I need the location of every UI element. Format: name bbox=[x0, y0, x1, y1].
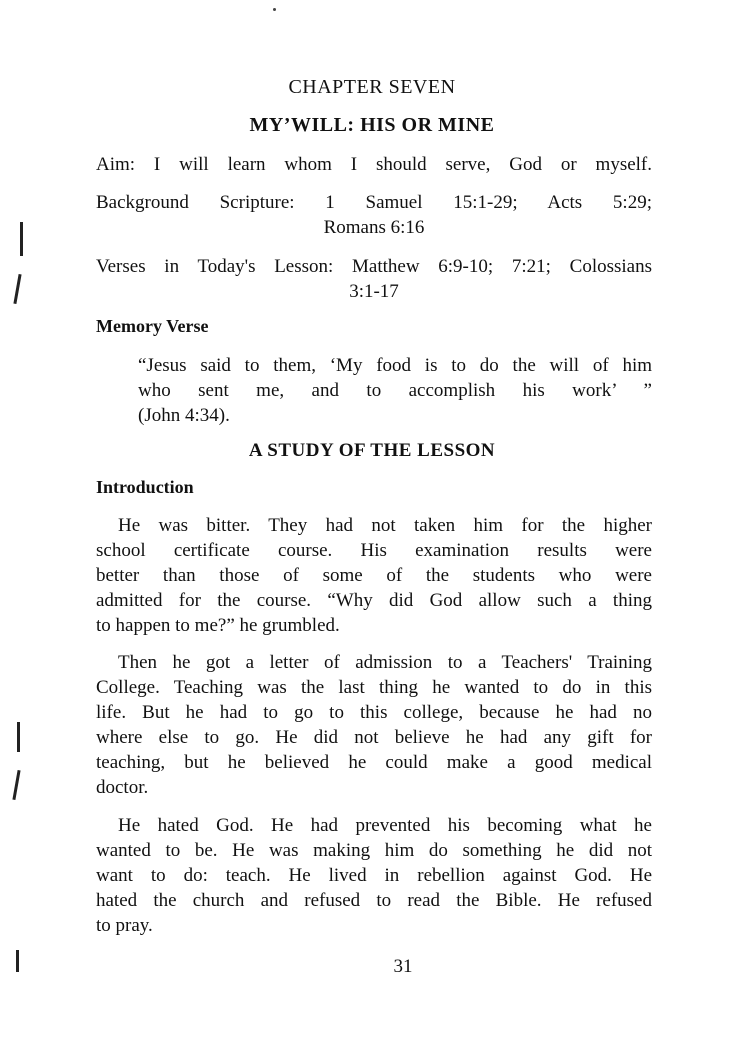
background-scripture-line: Romans 6:16 bbox=[323, 217, 425, 238]
paragraph-line: He hated God. He had prevented his becoming what he bbox=[118, 815, 652, 836]
paragraph-line: wanted to be. He was making him do something he did not bbox=[96, 840, 652, 861]
paragraph bbox=[96, 650, 652, 800]
paragraph-line: College. Teaching was the last thing he wanted to do in this bbox=[96, 677, 652, 698]
paragraph-line: hated the church and refused to read the Bible. He refused bbox=[96, 890, 652, 911]
memory-verse-line: (John 4:34). bbox=[138, 405, 230, 426]
page-number: 31 bbox=[393, 956, 413, 977]
paragraph-line: He was bitter. They had not taken him for the higher bbox=[118, 515, 652, 536]
paragraph-line: life. But he had to go to this college, because he had no bbox=[96, 702, 652, 723]
background-scripture bbox=[96, 190, 652, 240]
binding-mark bbox=[20, 222, 23, 256]
memory-verse-line: who sent me, and to accomplish his work’ ” bbox=[138, 380, 652, 401]
verses-line: Verses in Today's Lesson: Matthew 6:9-10; 7:21; Colossians bbox=[96, 256, 652, 277]
paragraph-line: school certificate course. His examination results were bbox=[96, 540, 652, 561]
memory-verse-text bbox=[138, 353, 652, 428]
introduction-heading: Introduction bbox=[96, 477, 194, 497]
lesson-aim bbox=[96, 152, 652, 177]
scan-speck bbox=[273, 8, 276, 11]
study-heading: A STUDY OF THE LESSON bbox=[248, 440, 496, 461]
background-scripture-line: Background Scripture: 1 Samuel 15:1-29; Acts 5:29; bbox=[96, 192, 652, 213]
binding-mark bbox=[17, 722, 20, 752]
paragraph-line: better than those of some of the students who were bbox=[96, 565, 652, 586]
verses-in-lesson bbox=[96, 254, 652, 304]
paragraph bbox=[96, 813, 652, 938]
memory-verse-heading: Memory Verse bbox=[96, 316, 209, 336]
paragraph-line: teaching, but he believed he could make a good medical bbox=[96, 752, 652, 773]
paragraph-line: to pray. bbox=[96, 915, 153, 936]
verses-line: 3:1-17 bbox=[349, 281, 399, 302]
paragraph-line: to happen to me?” he grumbled. bbox=[96, 615, 340, 636]
binding-mark bbox=[12, 770, 20, 800]
chapter-label: CHAPTER SEVEN bbox=[288, 76, 456, 98]
memory-verse-line: “Jesus said to them, ‘My food is to do the will of him bbox=[138, 355, 652, 376]
chapter-title: MY’WILL: HIS OR MINE bbox=[249, 114, 495, 136]
aim-text: Aim: I will learn whom I should serve, God or myself. bbox=[96, 154, 652, 175]
paragraph-line: where else to go. He did not believe he had any gift for bbox=[96, 727, 652, 748]
paragraph-line: want to do: teach. He lived in rebellion against God. He bbox=[96, 865, 652, 886]
binding-mark bbox=[13, 274, 21, 304]
paragraph-line: doctor. bbox=[96, 777, 149, 798]
paragraph-line: admitted for the course. “Why did God allow such a thing bbox=[96, 590, 652, 611]
paragraph-line: Then he got a letter of admission to a Teachers' Training bbox=[118, 652, 652, 673]
paragraph bbox=[96, 513, 652, 638]
